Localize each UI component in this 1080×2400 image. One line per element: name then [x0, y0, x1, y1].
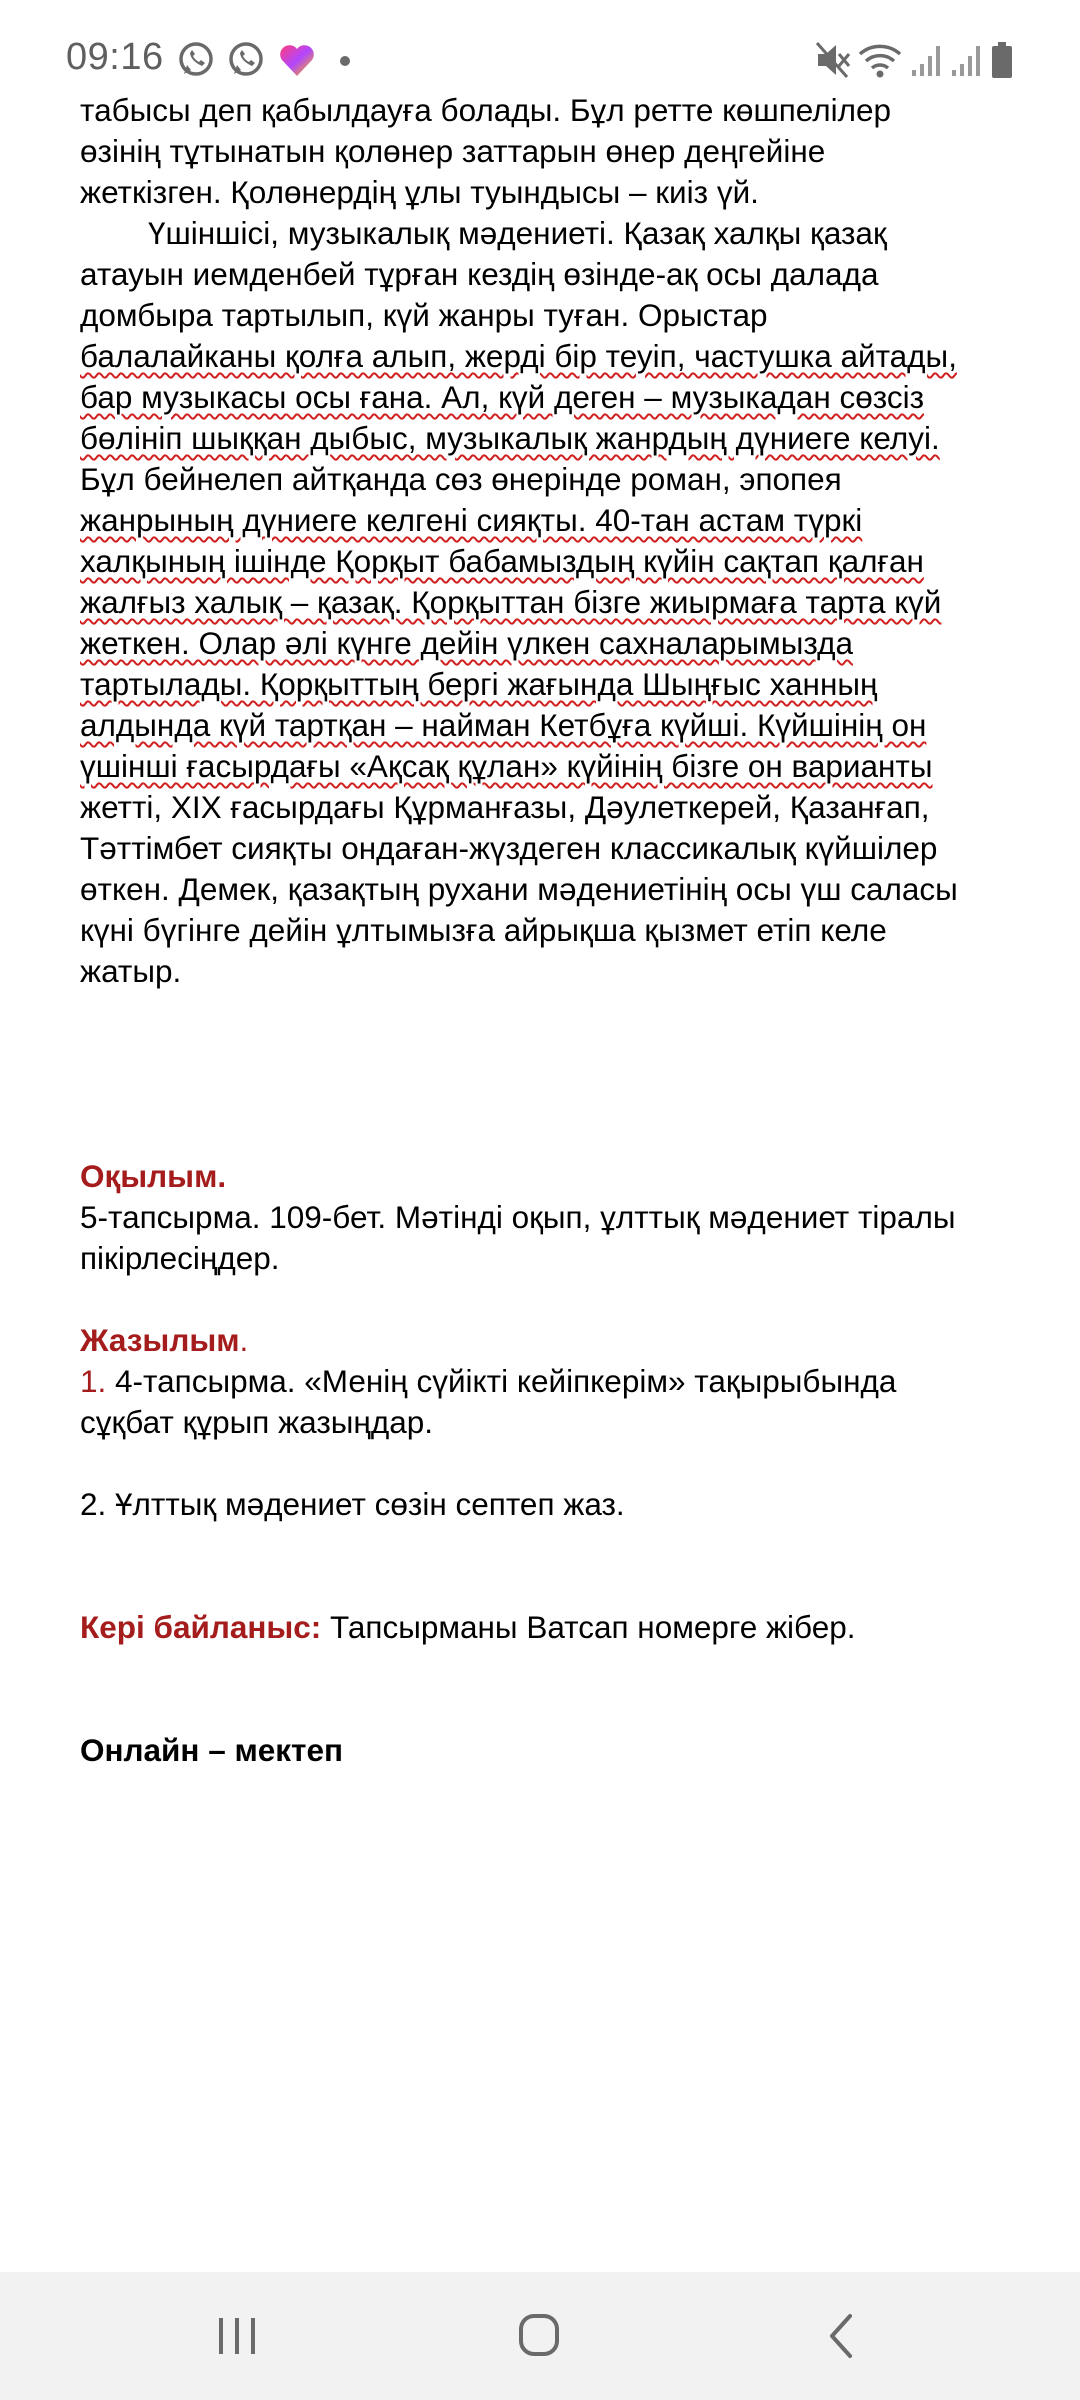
feedback-label: Кері байланыс: — [80, 1609, 322, 1645]
text-line: балалайканы қолға алып, жерді бір теуіп, частушка айтады, — [80, 338, 957, 374]
text-line: жеткен. Олар әлі күнге дейін үлкен сахналарымызда — [80, 625, 853, 661]
text-line: жатыр. — [80, 953, 182, 989]
signal-icon — [950, 40, 984, 80]
text-line: өзінің тұтынатын қолөнер заттарын өнер деңгейіне — [80, 133, 826, 169]
text-line: домбыра тартылып, күй жанры туған. Орыстар — [80, 297, 768, 333]
status-time: 09:16 — [66, 36, 164, 78]
text-line: бар музыкасы осы ғана. Ал, күй деген – музыкадан сөзсіз — [80, 379, 925, 415]
feedback-text: Тапсырманы Ватсап номерге жібер. — [321, 1609, 856, 1645]
home-icon[interactable] — [509, 2310, 569, 2362]
feedback-section — [80, 1607, 1020, 1648]
writing-item-text: 4-тапсырма. «Менің сүйікті кейіпкерім» тақырыбында — [106, 1363, 897, 1399]
text-line: Тәттімбет сияқты ондаған-жүздеген классикалық күйшілер — [80, 830, 938, 866]
reading-task-line: 5-тапсырма. 109-бет. Мәтінді оқып, ұлттық мәдениет тіралы — [80, 1199, 956, 1235]
notification-dot — [340, 56, 350, 66]
back-icon[interactable] — [812, 2310, 872, 2362]
writing-heading-dot: . — [239, 1322, 249, 1358]
writing-item-number: 1. — [80, 1363, 107, 1399]
heart-app-icon — [278, 42, 316, 78]
text-line: жанрының дүниеге келгені сияқты. 40-тан астам түркі — [80, 502, 863, 538]
text-line: алдында күй тартқан – найман Кетбұға күйші. Күйшінің он — [80, 707, 927, 743]
battery-icon — [990, 40, 1014, 80]
paragraph-intro — [80, 90, 1020, 213]
text-line: халқының ішінде Қорқыт бабамыздың күйін сақтап қалған — [80, 543, 924, 579]
writing-item-2: 2. Ұлттық мәдениет сөзін септеп жаз. — [80, 1486, 625, 1522]
text-line: тартылады. Қорқыттың бергі жағында Шыңғыс ханның — [80, 666, 878, 702]
text-line: табысы деп қабылдауға болады. Бұл ретте көшпелілер — [80, 92, 892, 128]
reading-task-line: пікірлесіңдер. — [80, 1240, 280, 1276]
online-school-section — [80, 1730, 1020, 1771]
text-line: атауын иемденбей тұрған кездің өзінде-ақ осы далада — [80, 256, 879, 292]
signal-icon — [910, 40, 944, 80]
navigation-bar — [0, 2272, 1080, 2400]
text-line: күні бүгінге дейін ұлтымызға айрықша қызмет етіп келе — [80, 912, 887, 948]
text-line: жеткізген. Қолөнердің ұлы туындысы – киіз үй. — [80, 174, 759, 210]
paragraph-main — [80, 213, 1020, 992]
reading-heading: Оқылым. — [80, 1158, 227, 1194]
mute-icon — [814, 40, 852, 80]
text-line: бөлініп шыққан дыбыс, музыкалық жанрдың дүниеге келуі. — [80, 420, 940, 456]
whatsapp-icon — [226, 40, 266, 80]
text-line: жетті, XIX ғасырдағы Құрманғазы, Дәулеткерей, Қазанғап, — [80, 789, 930, 825]
reading-section — [80, 1156, 1020, 1279]
text-line: үшінші ғасырдағы «Ақсақ құлан» күйінің бізге он варианты — [80, 748, 933, 784]
text-line: Бұл бейнелеп айтқанда сөз өнерінде роман, эпопея — [80, 461, 842, 497]
writing-item-text: сұқбат құрып жазыңдар. — [80, 1404, 433, 1440]
document-page — [80, 90, 1020, 1771]
text-line: Үшіншісі, музыкалық мәдениеті. Қазақ халқы қазақ — [148, 215, 887, 251]
wifi-icon — [858, 40, 902, 80]
online-school-text: Онлайн – мектеп — [80, 1732, 344, 1768]
text-line: өткен. Демек, қазақтың рухани мәдениетінің осы үш саласы — [80, 871, 958, 907]
text-line: жалғыз халық – қазақ. Қорқыттан бізге жиырмаға тарта күй — [80, 584, 942, 620]
whatsapp-icon — [176, 40, 216, 80]
writing-heading: Жазылым — [80, 1322, 240, 1358]
recent-apps-icon[interactable] — [207, 2310, 267, 2362]
writing-section — [80, 1320, 1020, 1525]
